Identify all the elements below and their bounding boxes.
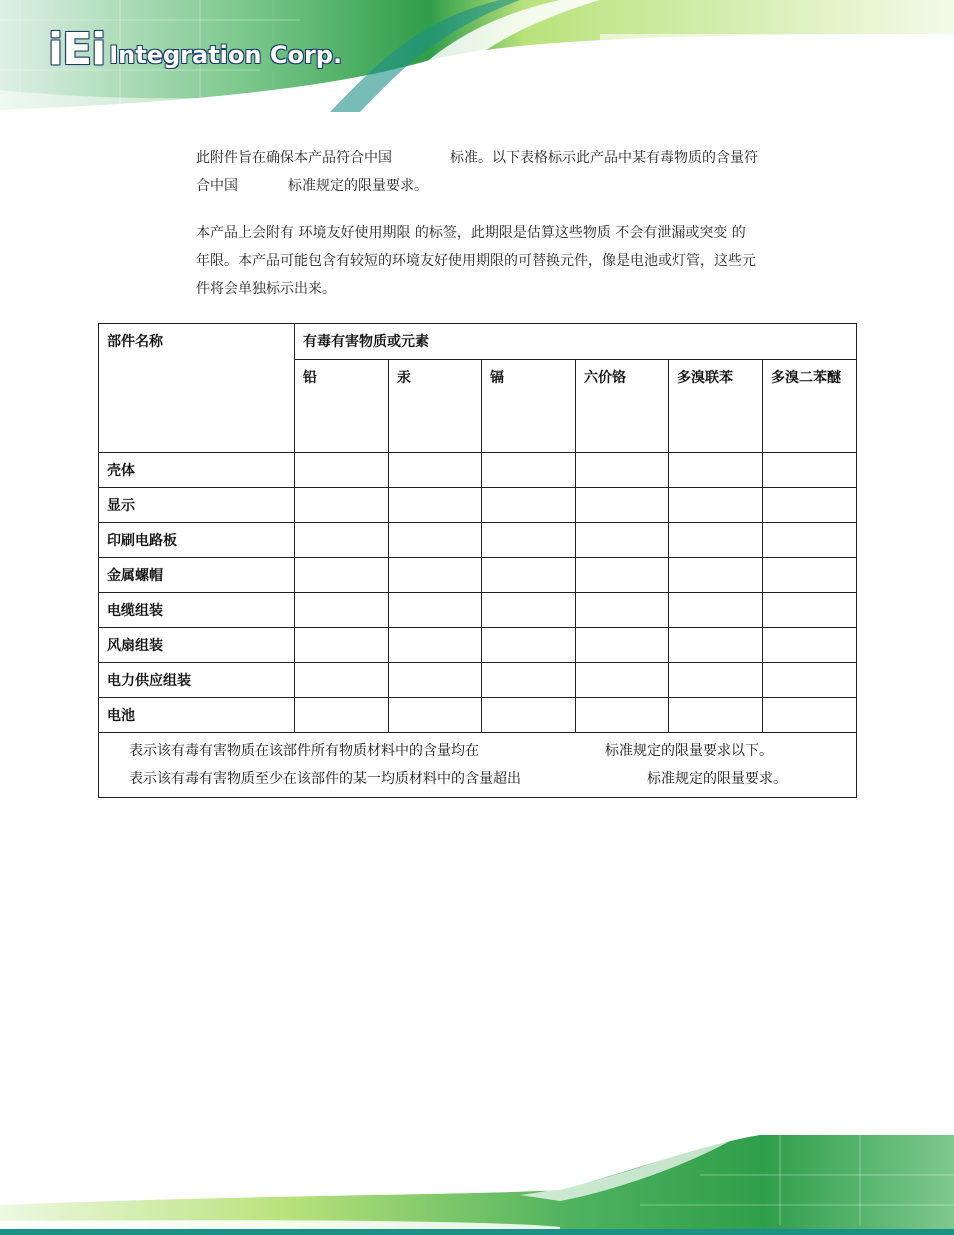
note-text: 标准规定的限量要求以下。 [605, 743, 773, 759]
table-cell [389, 698, 482, 733]
table-cell [669, 663, 763, 698]
table-cell [576, 628, 669, 663]
row-label: 电力供应组装 [99, 663, 295, 698]
table-cell [576, 523, 669, 558]
table-row [99, 523, 857, 558]
row-label: 电池 [99, 698, 295, 733]
header-substance: 铅 [295, 360, 389, 453]
logo-mark: iEi [48, 24, 106, 75]
header-substance: 镉 [482, 360, 576, 453]
company-logo [48, 24, 343, 75]
table-cell [482, 488, 576, 523]
table-cell [295, 488, 389, 523]
intro-text: 此附件旨在确保本产品符合中国 [196, 150, 392, 166]
header-substance-group: 有毒有害物质或元素 [295, 324, 857, 360]
table-cell [669, 453, 763, 488]
table-cell [576, 488, 669, 523]
table-cell [482, 628, 576, 663]
footer-decoration [0, 1135, 954, 1235]
table-cell [389, 453, 482, 488]
table-cell [295, 593, 389, 628]
table-cell [482, 523, 576, 558]
intro-paragraph-2 [196, 219, 820, 303]
header-banner [0, 0, 954, 112]
table-cell [295, 628, 389, 663]
table-row [99, 453, 857, 488]
header-part-name: 部件名称 [99, 324, 295, 453]
table-row [99, 593, 857, 628]
header-substance: 多溴联苯 [669, 360, 763, 453]
note-text: 标准规定的限量要求。 [647, 771, 787, 787]
footer-banner [0, 1135, 954, 1235]
table-cell [389, 593, 482, 628]
table-cell [389, 523, 482, 558]
table-cell [763, 453, 857, 488]
table-cell [482, 593, 576, 628]
table-cell [482, 698, 576, 733]
table-row [99, 698, 857, 733]
table-row [99, 663, 857, 698]
row-label: 显示 [99, 488, 295, 523]
intro-line: 件将会单独标示出来。 [196, 281, 336, 297]
table-cell [669, 558, 763, 593]
hazardous-substances-table [98, 323, 857, 798]
table-cell [389, 558, 482, 593]
table-note-row [99, 733, 857, 798]
intro-text: 标准规定的限量要求。 [288, 178, 428, 194]
table-cell [576, 593, 669, 628]
table-cell [389, 663, 482, 698]
table-cell [669, 628, 763, 663]
intro-line: 本产品上会附有 环境友好使用期限 的标签，此期限是估算这些物质 不会有泄漏或突变 的 [196, 225, 746, 241]
note-line-2 [129, 765, 856, 793]
table-cell [295, 523, 389, 558]
table-cell [763, 663, 857, 698]
intro-paragraph-1 [196, 144, 820, 200]
row-label: 壳体 [99, 453, 295, 488]
row-label: 印刷电路板 [99, 523, 295, 558]
intro-line: 年限。本产品可能包含有较短的环境友好使用期限的可替换元件，像是电池或灯管，这些元 [196, 253, 756, 269]
table-cell [576, 698, 669, 733]
row-label: 电缆组装 [99, 593, 295, 628]
table-cell [576, 558, 669, 593]
table-cell [295, 698, 389, 733]
table-cell [295, 558, 389, 593]
row-label: 金属螺帽 [99, 558, 295, 593]
table-cell [763, 488, 857, 523]
note-text: 表示该有毒有害物质至少在该部件的某一均质材料中的含量超出 [129, 771, 521, 787]
note-text: 表示该有毒有害物质在该部件所有物质材料中的含量均在 [129, 743, 479, 759]
table-cell [482, 558, 576, 593]
note-line-1 [129, 737, 856, 765]
table-cell [576, 663, 669, 698]
header-substance: 多溴二苯醚 [763, 360, 857, 453]
table-cell [295, 663, 389, 698]
intro-text: 合中国 [196, 178, 238, 194]
table-cell [389, 628, 482, 663]
table-cell [669, 523, 763, 558]
intro-text: 标准。以下表格标示此产品中某有毒物质的含量符 [450, 150, 758, 166]
table-cell [763, 628, 857, 663]
logo-wordmark: Integration Corp. [109, 41, 343, 69]
row-label: 风扇组装 [99, 628, 295, 663]
table-cell [669, 698, 763, 733]
table-row [99, 488, 857, 523]
header-substance: 六价铬 [576, 360, 669, 453]
table-cell [576, 453, 669, 488]
table-cell [763, 558, 857, 593]
table-note [99, 733, 857, 798]
table-row [99, 628, 857, 663]
table-cell [482, 663, 576, 698]
table-cell [763, 523, 857, 558]
table-cell [295, 453, 389, 488]
table-cell [763, 698, 857, 733]
table-row [99, 558, 857, 593]
header-substance: 汞 [389, 360, 482, 453]
table-cell [482, 453, 576, 488]
table-cell [669, 488, 763, 523]
table-cell [389, 488, 482, 523]
table-cell [669, 593, 763, 628]
table-cell [763, 593, 857, 628]
